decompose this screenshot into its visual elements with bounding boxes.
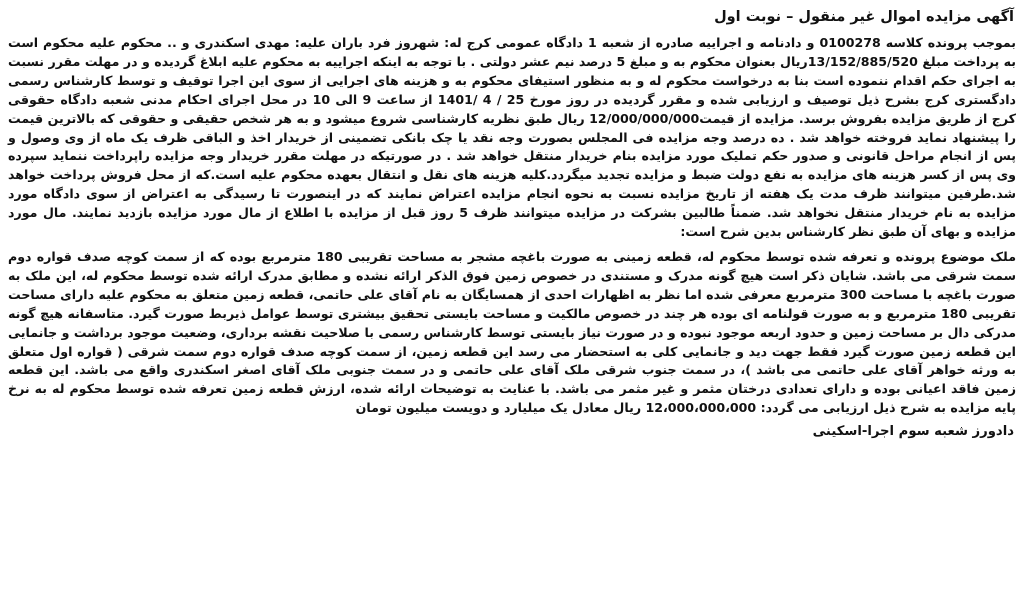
notice-signature: دادورز شعبه سوم اجرا-اسکینی (812, 424, 1014, 440)
notice-title: آگهی مزایده اموال غیر منقول – نوبت اول (714, 9, 1014, 25)
notice-paragraph-property: ملک موضوع پرونده و تعرفه شده توسط محکوم له، قطعه زمینی به صورت باغچه مشجر به مساحت تقریبی 180 مترمربع بوده که از سمت کوچه صدف قواره دوم سمت شرقی می باشد. شایان ذکر است هیچ گونه مدرک و مستندی در خصوص زمین فوق الذکر ارائه نشده و مطابق مدرک ارائه شده توسط محکوم له، این ملک به صورت باغچه با مساحت 300 مترمربع معرفی شده اما نظر به اظهارات احدی از همسایگان به نام آقای علی حاتمی، قطعه زمین متعلق به محکوم علیه دارای مساحت تقریبی 180 مترمربع و به صورت قولنامه ای بوده هر چند در خصوص مالکیت و مساحت بایستی تحقیق بیشتری توسط عوامل ذیربط صورت گیرد. متاسفانه هیچ گونه مدرکی دال بر مساحت زمین و حدود اربعه موجود نبوده و در صورت نیاز بایستی توسط کارشناس رسمی با صلاحیت نقشه برداری، وضعیت موجود برداشت و جانمایی این قطعه زمین صورت گیرد فقط جهت دید و جانمایی کلی به استحضار می رسد این قطعه زمین، از سمت کوچه صدف قواره دوم سمت شرقی ( قواره اول متعلق به ورثه خواهر آقای علی حاتمی می باشد )، در سمت جنوب شرقی ملک آقای علی حاتمی و در سمت جنوبی ملک آقای اصغر اسکندری واقع می باشد. این قطعه زمین فاقد اعیانی بوده و دارای تعدادی درختان مثمر و غیر مثمر می باشد. با عنایت به توضیحات ارائه شده، ارزش قطعه زمین تعرفه شده توسط محکوم له به نرخ پایه مزایده به شرح ذیل ارزیابی می گردد: 12،000،000،000 ریال معادل یک میلیارد و دویست میلیون تومان (8, 248, 1017, 416)
notice-body (8, 34, 1016, 418)
notice-paragraph-terms: بموجب پرونده کلاسه 0100278 و دادنامه و اجراییه صادره از شعبه 1 دادگاه عمومی کرج له: شهروز فرد باران علیه: مهدی اسکندری و .. محکوم علیه محکوم است به پرداخت مبلغ 13/152/885/520ریال بعنوان محکوم به و مبلغ 5 درصد نیم عشر دولتی . با توجه به اینکه اجراییه به محکوم علیه ابلاغ گردیده و در مهلت مقرر نسبت به اجرای حکم اقدام ننموده است بنا به درخواست محکوم له و به منظور استیفای محکوم به و هزینه های اجرایی از سوی این اجرا توقیف و توسط کارشناس رسمی دادگستری کرج بشرح ذیل توصیف و ارزیابی شده و مقرر گردیده در روز مورخ 25 / 4 /1401 از ساعت 9 الی 10 در محل اجرای احکام مدنی شعبه دادگاه حقوقی کرج از طریق مزایده بفروش برسد. مزایده از قیمت12/000/000/000 ریال طبق نظریه کارشناسی شروع میشود و به هر شخص حقیقی و حقوقی که بالاترین قیمت را پیشنهاد نماید فروخته خواهد شد . ده درصد وجه مزایده فی المجلس بصورت وجه نقد یا چک بانکی تضمینی از خریدار اخذ و الباقی ظرف یک ماه از وی وصول و پس از انجام مراحل قانونی و صدور حکم تملیک مورد مزایده بنام خریدار منتقل خواهد شد . در صورتیکه در مهلت مقرر خریدار وجه مزایده راپرداخت ننماید سپرده وی پس از کسر هزینه های مزایده به نفع دولت ضبط و مزایده تجدید میگردد.کلیه هزینه های نقل و انتقال بعهده محکوم علیه است.که از محل فروش پرداخت خواهد شد.طرفین میتوانند ظرف مدت یک هفته از تاریخ مزایده نسبت به نحوه انجام مزایده اعتراض نمایند که در اینصورت تا رسیدگی به اعتراض از سوی دادگاه مورد مزایده به نام خریدار منتقل نخواهد شد. ضمناً طالبین بشرکت در مزایده میتوانند ظرف 5 روز قبل از مزایده با اطلاع از مال مورد مزایده بازدید نمایند. مال مورد مزایده و بهای آن طبق نظر کارشناس بدین شرح است: (8, 35, 1016, 240)
